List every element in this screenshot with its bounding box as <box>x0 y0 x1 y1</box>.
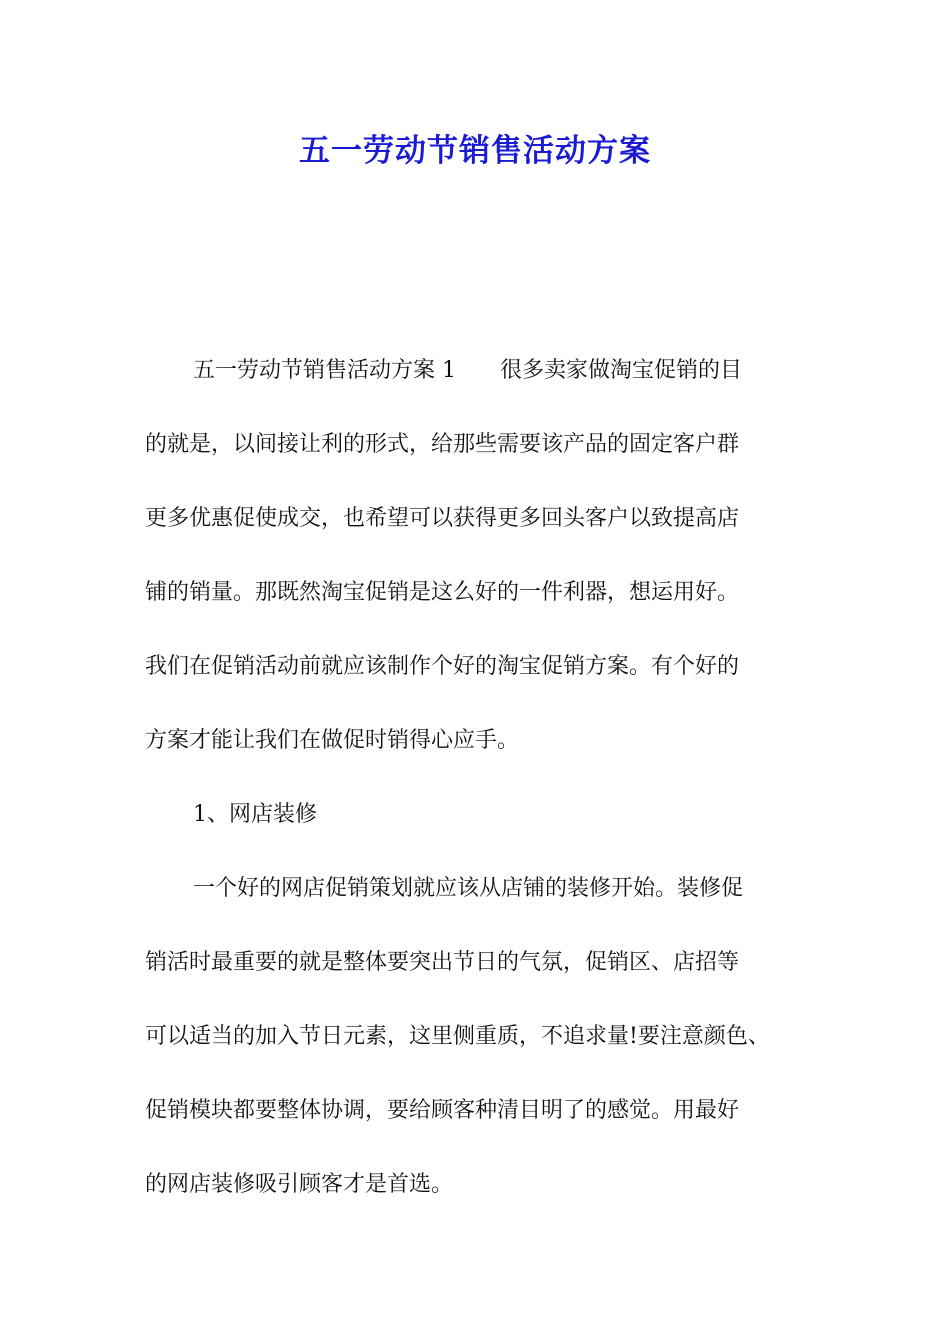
paragraph-text: 很多卖家做淘宝促销的目 <box>500 358 743 383</box>
document-title: 五一劳动节销售活动方案 <box>299 133 651 169</box>
paragraph-line: 可以适当的加入节日元素，这里侧重质，不追求量!要注意颜色、 <box>145 1024 770 1049</box>
paragraph-line: 铺的销量。那既然淘宝促销是这么好的一件利器，想运用好。 <box>145 580 740 605</box>
paragraph-line: 销活时最重要的就是整体要突出节日的气氛，促销区、店招等 <box>145 950 740 975</box>
paragraph-line: 一个好的网店促销策划就应该从店铺的装修开始。装修促 <box>193 876 744 901</box>
paragraph-line: 的网店装修吸引顾客才是首选。 <box>145 1172 454 1197</box>
paragraph-line <box>145 334 815 408</box>
paragraph-line: 的就是，以间接让利的形式，给那些需要该产品的固定客户群 <box>145 432 740 457</box>
paragraph-line: 更多优惠促使成交，也希望可以获得更多回头客户以致提高店 <box>145 506 740 531</box>
section-heading: 1、网店装修 <box>193 802 317 827</box>
section-heading-inline: 五一劳动节销售活动方案 1 <box>193 358 456 383</box>
document-body <box>145 334 815 1222</box>
paragraph-line: 促销模块都要整体协调，要给顾客种清目明了的感觉。用最好 <box>145 1098 740 1123</box>
paragraph-line: 方案才能让我们在做促时销得心应手。 <box>145 728 520 753</box>
paragraph-line: 我们在促销活动前就应该制作个好的淘宝促销方案。有个好的 <box>145 654 740 679</box>
